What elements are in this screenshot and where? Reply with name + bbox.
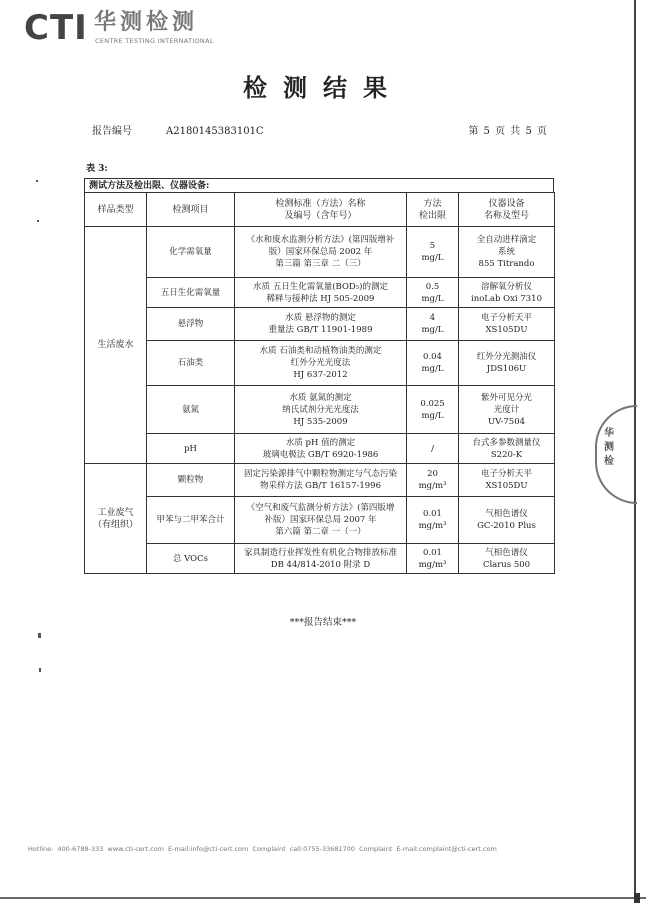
scan-speck (38, 633, 41, 638)
standard-cell: 《水和废水监测分析方法》(第四版增补 版）国家环保总局 2002 年 第三篇 第三章 二（三） (235, 227, 407, 278)
side-seal-text: 华测检 (604, 428, 614, 467)
footer-complaint-email: Complaint E-mail:complaint@cti-cert.com (359, 845, 497, 853)
limit-cell: 0.025 mg/L (407, 386, 459, 434)
report-end-marker: ***报告结束*** (289, 617, 357, 628)
standard-cell: 《空气和废气监测分析方法》(第四版增 补版）国家环保总局 2007 年 第六篇 第二章 一（一） (235, 497, 407, 544)
limit-cell: 4 mg/L (407, 308, 459, 341)
limit-cell: 0.01 mg/m³ (407, 497, 459, 544)
table-row (85, 464, 555, 497)
instrument-cell: 电子分析天平 XS105DU (459, 464, 555, 497)
standard-cell: 家具制造行业挥发性有机化合物排放标准 DB 44/814-2010 附录 D (235, 544, 407, 574)
header-instrument: 仪器设备 名称及型号 (459, 193, 555, 227)
scan-speck (36, 180, 38, 182)
table-row (85, 308, 555, 341)
table-caption: 测试方法及检出限、仪器设备: (84, 178, 554, 192)
page-footer (28, 845, 497, 853)
logo-english-name: CENTRE TESTING INTERNATIONAL (95, 37, 214, 45)
page-edge-bottom (0, 897, 646, 899)
footer-hotline: Hotline: 400-6788-333 (28, 845, 104, 853)
table-row (85, 497, 555, 544)
report-number (92, 122, 264, 137)
scan-speck (37, 220, 39, 222)
item-cell: 化学需氧量 (147, 227, 235, 278)
footer-website: www.cti-cert.com (107, 845, 164, 853)
logo-text: CTI (24, 8, 88, 48)
standard-cell: 水质 pH 值的测定 玻璃电极法 GB/T 6920-1986 (235, 434, 407, 464)
item-cell: 颗粒物 (147, 464, 235, 497)
limit-cell: 0.04 mg/L (407, 341, 459, 386)
standard-cell: 水质 石油类和动植物油类的测定 红外分光光度法 HJ 637-2012 (235, 341, 407, 386)
instrument-cell: 台式多参数测量仪 S220-K (459, 434, 555, 464)
item-cell: 总 VOCs (147, 544, 235, 574)
page-edge-corner (634, 893, 640, 903)
table-row (85, 341, 555, 386)
table-row (85, 434, 555, 464)
item-cell: pH (147, 434, 235, 464)
standard-cell: 水质 悬浮物的测定 重量法 GB/T 11901-1989 (235, 308, 407, 341)
item-cell: 石油类 (147, 341, 235, 386)
header-limit: 方法 检出限 (407, 193, 459, 227)
table-row (85, 278, 555, 308)
category-cell: 工业废气 （有组织） (85, 464, 147, 574)
instrument-cell: 紫外可见分光 光度计 UV-7504 (459, 386, 555, 434)
instrument-cell: 气相色谱仪 GC-2010 Plus (459, 497, 555, 544)
header-sample-type: 样品类型 (85, 193, 147, 227)
limit-cell: 0.5 mg/L (407, 278, 459, 308)
logo-chinese-name: 华测检测 (94, 10, 199, 35)
item-cell: 氨氮 (147, 386, 235, 434)
limit-cell: 20 mg/m³ (407, 464, 459, 497)
standard-cell: 水质 五日生化需氧量(BOD₅)的测定 稀释与接种法 HJ 505-2009 (235, 278, 407, 308)
instrument-cell: 电子分析天平 XS105DU (459, 308, 555, 341)
report-number-label: 报告编号 (92, 126, 132, 137)
table-row (85, 227, 555, 278)
limit-cell: 0.01 mg/m³ (407, 544, 459, 574)
header-standard: 检测标准（方法）名称 及编号（含年号） (235, 193, 407, 227)
instrument-cell: 气相色谱仪 Clarus 500 (459, 544, 555, 574)
footer-complaint-call: Complaint call:0755-33681700 (252, 845, 356, 853)
header-item: 检测项目 (147, 193, 235, 227)
instrument-cell: 全自动进样滴定 系统 855 Titrando (459, 227, 555, 278)
page-title: 检测结果 (243, 73, 403, 102)
report-number-value: A2180145383101C (166, 126, 264, 137)
test-methods-table (84, 192, 555, 574)
standard-cell: 水质 氨氮的测定 纳氏试剂分光光度法 HJ 535-2009 (235, 386, 407, 434)
table-row (85, 544, 555, 574)
item-cell: 甲苯与二甲苯合计 (147, 497, 235, 544)
page-indicator: 第 5 页 共 5 页 (468, 126, 548, 137)
table-header-row (85, 193, 555, 227)
table-row (85, 386, 555, 434)
instrument-cell: 溶解氧分析仪 inoLab Oxi 7310 (459, 278, 555, 308)
table-label: 表 3: (86, 164, 108, 174)
item-cell: 悬浮物 (147, 308, 235, 341)
limit-cell: / (407, 434, 459, 464)
instrument-cell: 红外分光测油仪 JDS106U (459, 341, 555, 386)
item-cell: 五日生化需氧量 (147, 278, 235, 308)
category-cell: 生活废水 (85, 227, 147, 464)
limit-cell: 5 mg/L (407, 227, 459, 278)
footer-email: E-mail:info@cti-cert.com (168, 845, 249, 853)
scan-speck (39, 668, 41, 672)
standard-cell: 固定污染源排气中颗粒物测定与气态污染 物采样方法 GB/T 16157-1996 (235, 464, 407, 497)
